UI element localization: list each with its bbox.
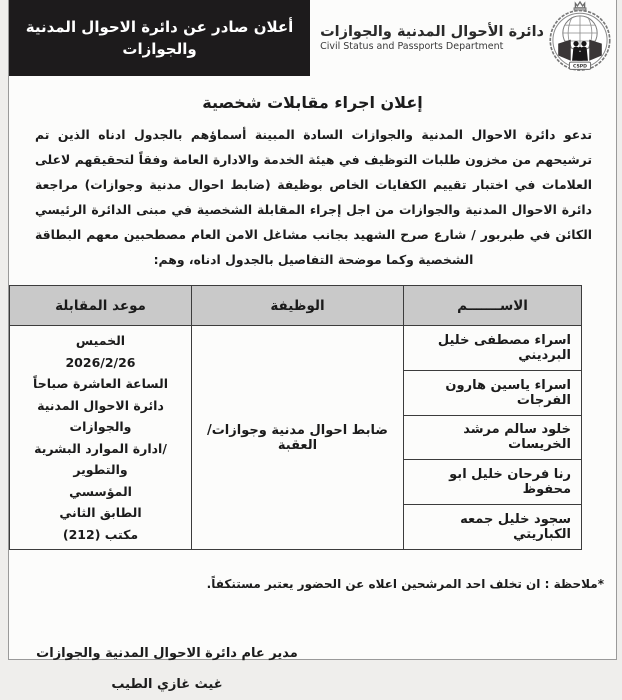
announcement-banner [9,0,310,76]
candidate-name: اسراء مصطفى خليل البرديني [404,326,582,371]
org-name-english: Civil Status and Passports Department [320,41,504,52]
seal-cspd-label: CSPD [573,64,587,70]
signature-block [27,638,307,700]
candidate-name: سجود خليل جمعه الكباريتي [404,505,582,550]
candidate-name: اسراء ياسين هارون الفرجات [404,370,582,415]
candidate-name: خلود سالم مرشد الخريسات [404,415,582,460]
appointment-line: /ادارة الموارد البشرية والتطوير [34,440,167,477]
appointment-cell [10,326,192,550]
appointment-line: 2026/2/26 [65,354,136,370]
appointment-line: الساعة العاشرة صباحاً [33,376,168,391]
announcement-body: تدعو دائرة الاحوال المدنية والجوازات السادة المبينة أسماؤهم بالجدول ادناه الذين تم ترشيحهم من مخزون طلبات التوظيف في هيئة الخدمة والادارة العامة وفقاً لتحقيقهم لاعلى العلامات في اختبار تقييم الكفايات الخاص بوظيفة (ضابط احوال مدنية وجوازات) مراجعة دائرة الاحوال المدنية والجوازات من اجل إجراء المقابلة الشخصية في مبنى الدائرة الرئيسي الكائن في طبربور / شارع صرح الشهيد بجانب مشاغل الامن العام مصطحبين معهم البطاقة الشخصية وكما موضحة التفاصيل بالجدول ادناه، وهم: [35,127,592,267]
candidate-name: رنا فرحان خليل ابو محفوظ [404,460,582,505]
department-logo-area [310,0,616,76]
signature-title: مدير عام دائرة الاحوال المدنية والجوازات [36,646,298,661]
appointment-line: الخميس [75,333,126,348]
appointment-line: دائرة الاحوال المدنية والجوازات [37,397,164,434]
banner-title: أعلان صادر عن دائرة الاحوال المدنية والجوازات [25,18,294,58]
interviews-table [9,285,582,550]
footnote: *ملاحظة : ان تخلف احد المرشحين اعلاه عن الحضور يعتبر مستنكفاً. [206,577,604,591]
org-names [320,24,544,52]
appointment-line: المؤسسي [69,483,132,499]
column-header-position: الوظيفة [192,286,404,326]
org-name-arabic: دائرة الأحوال المدنية والجوازات [320,24,544,40]
document-header [9,0,616,76]
department-seal-icon [546,0,614,74]
column-header-name: الاســـــــم [404,286,582,326]
signature-name: غيث غازي الطيب [111,677,223,692]
table-header-row [10,286,582,326]
appointment-line: الطابق الثاني [59,505,142,520]
document-page [8,0,617,692]
column-header-appointment: موعد المقابلة [10,286,192,326]
position-cell: ضابط احوال مدنية وجوازات/ العقبة [192,326,404,550]
announcement-title: إعلان اجراء مقابلات شخصية [202,93,423,112]
appointment-line: مكتب (212) [62,526,139,542]
table-row [10,326,582,371]
